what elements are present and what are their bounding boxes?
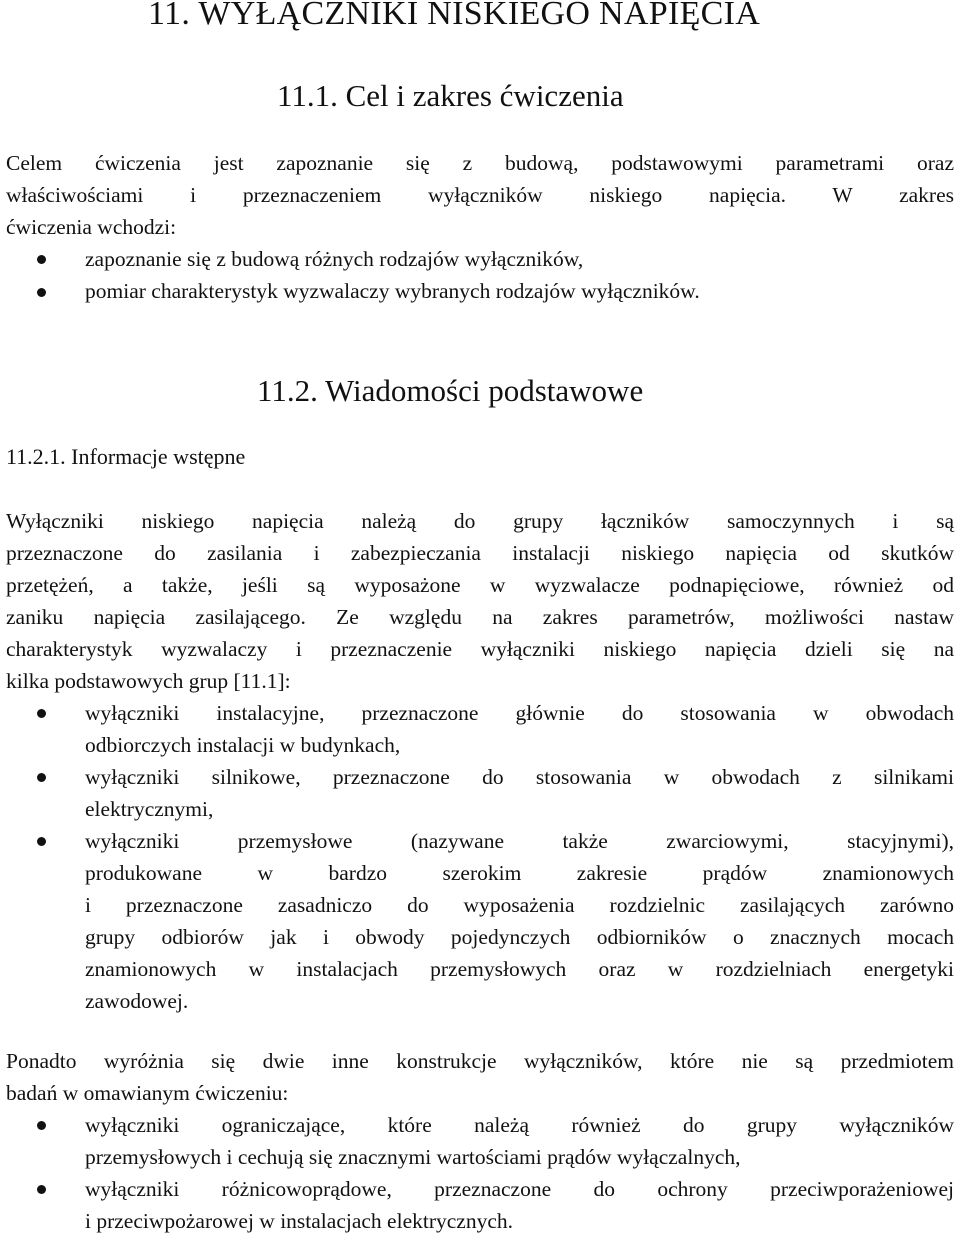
bullet-icon xyxy=(37,773,46,782)
list-item-line: zawodowej. xyxy=(85,989,189,1013)
list-item-line: wyłączniki ograniczające, które należą również do grupy wyłączników xyxy=(85,1113,954,1137)
section-1-title: 11.1. Cel i zakres ćwiczenia xyxy=(277,78,624,113)
list-item-line: znamionowych w instalacjach przemysłowych oraz w rozdzielniach energetyki xyxy=(85,957,954,981)
bullet-icon xyxy=(37,1121,46,1130)
section-2-title: 11.2. Wiadomości podstawowe xyxy=(257,373,644,408)
bullet-icon xyxy=(37,1185,46,1194)
chapter-title: 11. WYŁĄCZNIKI NISKIEGO NAPIĘCIA xyxy=(148,0,761,32)
list-item-line: wyłączniki instalacyjne, przeznaczone głównie do stosowania w obwodach xyxy=(85,701,954,725)
list-item-line: wyłączniki różnicowoprądowe, przeznaczone do ochrony przeciwporażeniowej xyxy=(85,1177,954,1201)
paragraph-line: Ponadto wyróżnia się dwie inne konstrukcje wyłączników, które nie są przedmiotem xyxy=(6,1049,954,1073)
bullet-icon xyxy=(37,288,46,297)
paragraph-line: kilka podstawowych grup [11.1]: xyxy=(6,669,291,693)
paragraph-1 xyxy=(6,505,954,697)
list-item: pomiar charakterystyk wyzwalaczy wybranych rodzajów wyłączników. xyxy=(85,279,700,303)
groups-list xyxy=(85,697,954,1017)
paragraph-line: charakterystyk wyzwalaczy i przeznaczenie wyłączniki niskiego napięcia dzieli się na xyxy=(6,637,954,661)
intro-line: Celem ćwiczenia jest zapoznanie się z budową, podstawowymi parametrami oraz xyxy=(6,151,954,175)
bullet-icon xyxy=(37,255,46,264)
list-item-line: produkowane w bardzo szerokim zakresie prądów znamionowych xyxy=(85,861,954,885)
list-item-line: elektrycznymi, xyxy=(85,797,214,821)
list-item-line: odbiorczych instalacji w budynkach, xyxy=(85,733,401,757)
paragraph-2 xyxy=(6,1045,954,1109)
intro-line: ćwiczenia wchodzi: xyxy=(6,215,177,239)
list-item-line: i przeznaczone zasadniczo do wyposażenia rozdzielnic zasilających zarówno xyxy=(85,893,954,917)
bullet-icon xyxy=(37,709,46,718)
paragraph-line: badań w omawianym ćwiczeniu: xyxy=(6,1081,289,1105)
paragraph-line: przeznaczone do zasilania i zabezpieczania instalacji niskiego napięcia od skutków xyxy=(6,541,954,565)
list-item-line: i przeciwpożarowej w instalacjach elektrycznych. xyxy=(85,1209,513,1233)
section-1-intro xyxy=(6,147,954,243)
list-item-line: przemysłowych i cechują się znacznymi wartościami prądów wyłączalnych, xyxy=(85,1145,741,1169)
paragraph-line: przetężeń, a także, jeśli są wyposażone w wyzwalacze podnapięciowe, również od xyxy=(6,573,954,597)
list-item-line: grupy odbiorów jak i obwody pojedynczych odbiorników o znacznych mocach xyxy=(85,925,954,949)
bullet-icon xyxy=(37,837,46,846)
list-item-line: wyłączniki silnikowe, przeznaczone do stosowania w obwodach z silnikami xyxy=(85,765,954,789)
subsection-title: 11.2.1. Informacje wstępne xyxy=(6,444,246,469)
section-1-bullet-list xyxy=(85,243,954,307)
paragraph-line: Wyłączniki niskiego napięcia należą do grupy łączników samoczynnych i są xyxy=(6,509,954,533)
list-item: zapoznanie się z budową różnych rodzajów wyłączników, xyxy=(85,247,584,271)
list-item-line: wyłączniki przemysłowe (nazywane także zwarciowymi, stacyjnymi), xyxy=(85,829,954,853)
other-constructions-list xyxy=(85,1109,954,1237)
intro-line: właściwościami i przeznaczeniem wyłączników niskiego napięcia. W zakres xyxy=(6,183,954,207)
paragraph-line: zaniku napięcia zasilającego. Ze względu na zakres parametrów, możliwości nastaw xyxy=(6,605,954,629)
